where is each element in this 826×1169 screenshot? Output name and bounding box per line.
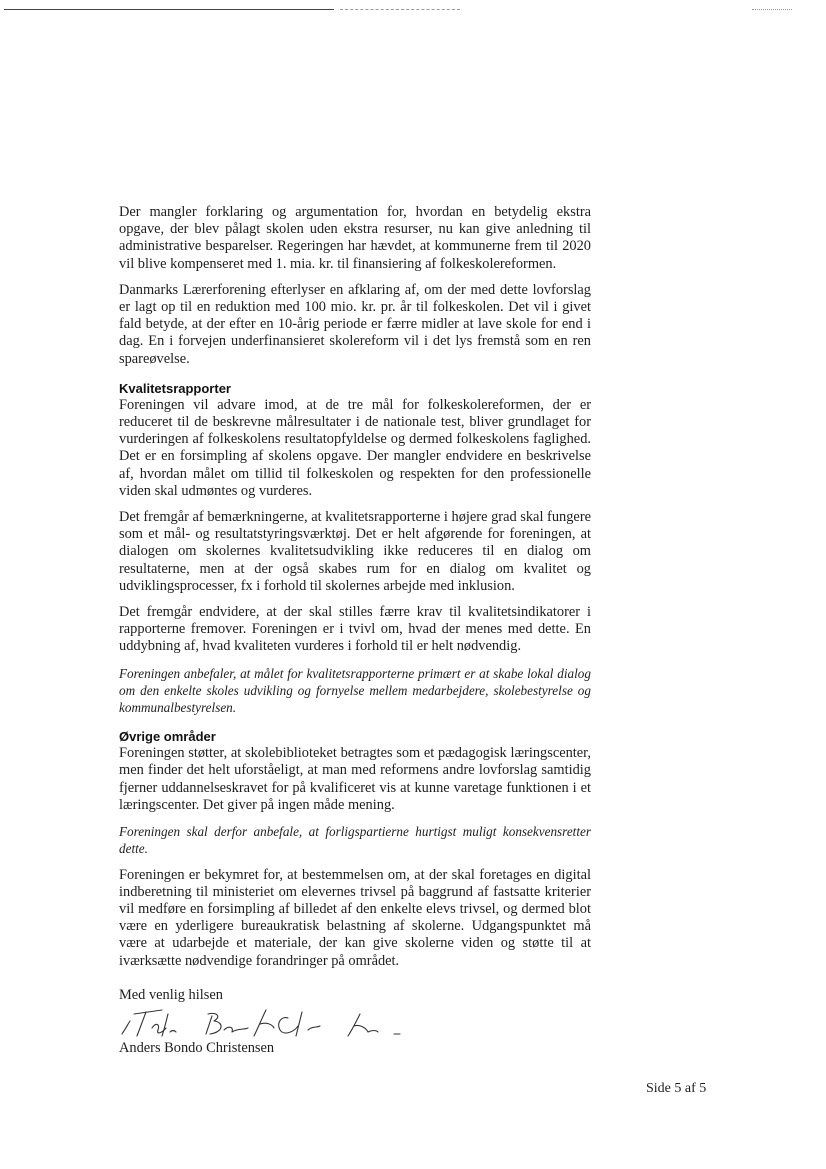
section1-paragraph-3: Det fremgår endvidere, at der skal stilles færre krav til kvalitetsindikatorer i rapporterne fremover. Foreningen er i tvivl om, hvad der menes med dette. En uddybning af, hvad kvaliteten vurderes i forhold til er helt nødvendig.: [119, 604, 591, 655]
section1-paragraph-2: Det fremgår af bemærkningerne, at kvalitetsrapporterne i højere grad skal fungere som et mål- og resultatstyringsværktøj. Det er helt afgørende for foreningen, at dialogen om skolernes kvalitetsudvikling ikke reduceres til en dialog om resultaterne, men at der også skabes rum for en dialog om kvalitet og udviklingsprocesser, fx i forhold til skolernes arbejde med inklusion.: [119, 509, 591, 594]
letter-body: [119, 204, 591, 970]
page-number: Side 5 af 5: [646, 1081, 707, 1096]
intro-paragraph-1: Der mangler forklaring og argumentation for, hvordan en betydelig ekstra opgave, der blev pålagt skolen uden ekstra resurser, nu kan give anledning til administrative besparelser. Regeringen har hævdet, at kommunerne frem til 2020 vil blive kompenseret med 1. mia. kr. til finansiering af folkeskolereformen.: [119, 204, 591, 272]
scan-edge-line: [340, 9, 460, 10]
scan-edge-line: [752, 9, 792, 10]
section1-recommendation: Foreningen anbefaler, at målet for kvalitetsrapporterne primært er at skabe lokal dialog om den enkelte skoles udvikling og fornyelse mellem medarbejdere, skolebestyrelse og kommunalbestyrelsen.: [119, 665, 591, 716]
section2-paragraph-2: Foreningen er bekymret for, at bestemmelsen om, at der skal foretages en digital indberetning til ministeriet om elevernes trivsel på baggrund af fastsatte kriterier vil medføre en forsimpling af billedet af den enkelte elevs trivsel, og dermed blot være en yderligere bureaukratisk belastning af skolerne. Udgangspunktet må være at udarbejde et materiale, der kan give skolerne viden og støtte til at iværksætte nødvendige forandringer på området.: [119, 866, 591, 969]
section1-paragraph-1: Foreningen vil advare imod, at de tre mål for folkeskolereformen, der er reduceret til de beskrevne målresultater i de nationale test, bliver grundlaget for vurderingen af folkeskolens resultatopfyldelse og dermed folkeskolens faglighed. Det er en forsimpling af skolens opgave. Der mangler endvidere en beskrivelse af, hvordan målet om tillid til folkeskolen og respekten for den professionelle viden skal udmøntes og vurderes.: [119, 396, 591, 499]
section2-recommendation: Foreningen skal derfor anbefale, at forligspartierne hurtigst muligt konsekvensretter dette.: [119, 824, 591, 857]
intro-paragraph-2: Danmarks Lærerforening efterlyser en afklaring af, om der med dette lovforslag er lagt op til en reduktion med 100 mio. kr. pr. år til folkeskolen. Det vil i givet fald betyde, at der efter en 10-årig periode er færre midler at lave skole for end i dag. En i forvejen underfinansieret skolereform vil i det lys fremstå som en ren spareøvelse.: [119, 281, 591, 367]
section-heading-kvalitetsrapporter: Kvalitetsrapporter: [119, 380, 231, 396]
section2-paragraph-1: Foreningen støtter, at skolebiblioteket betragtes som et pædagogisk læringscenter, men finder det helt uforståeligt, at man med reformens andre lovforslag samtidig fjerner uddannelseskravet for på kvalificeret vis at kunne varetage funktionen i et læringscenter. Det giver på ingen måde mening.: [119, 745, 591, 813]
handwritten-signature: [116, 1004, 416, 1040]
section-heading-oevrige-omraader: Øvrige områder: [119, 729, 216, 745]
signer-name: Anders Bondo Christensen: [119, 1040, 275, 1056]
closing-salutation: Med venlig hilsen: [119, 987, 223, 1003]
scan-edge-line: [4, 9, 334, 10]
